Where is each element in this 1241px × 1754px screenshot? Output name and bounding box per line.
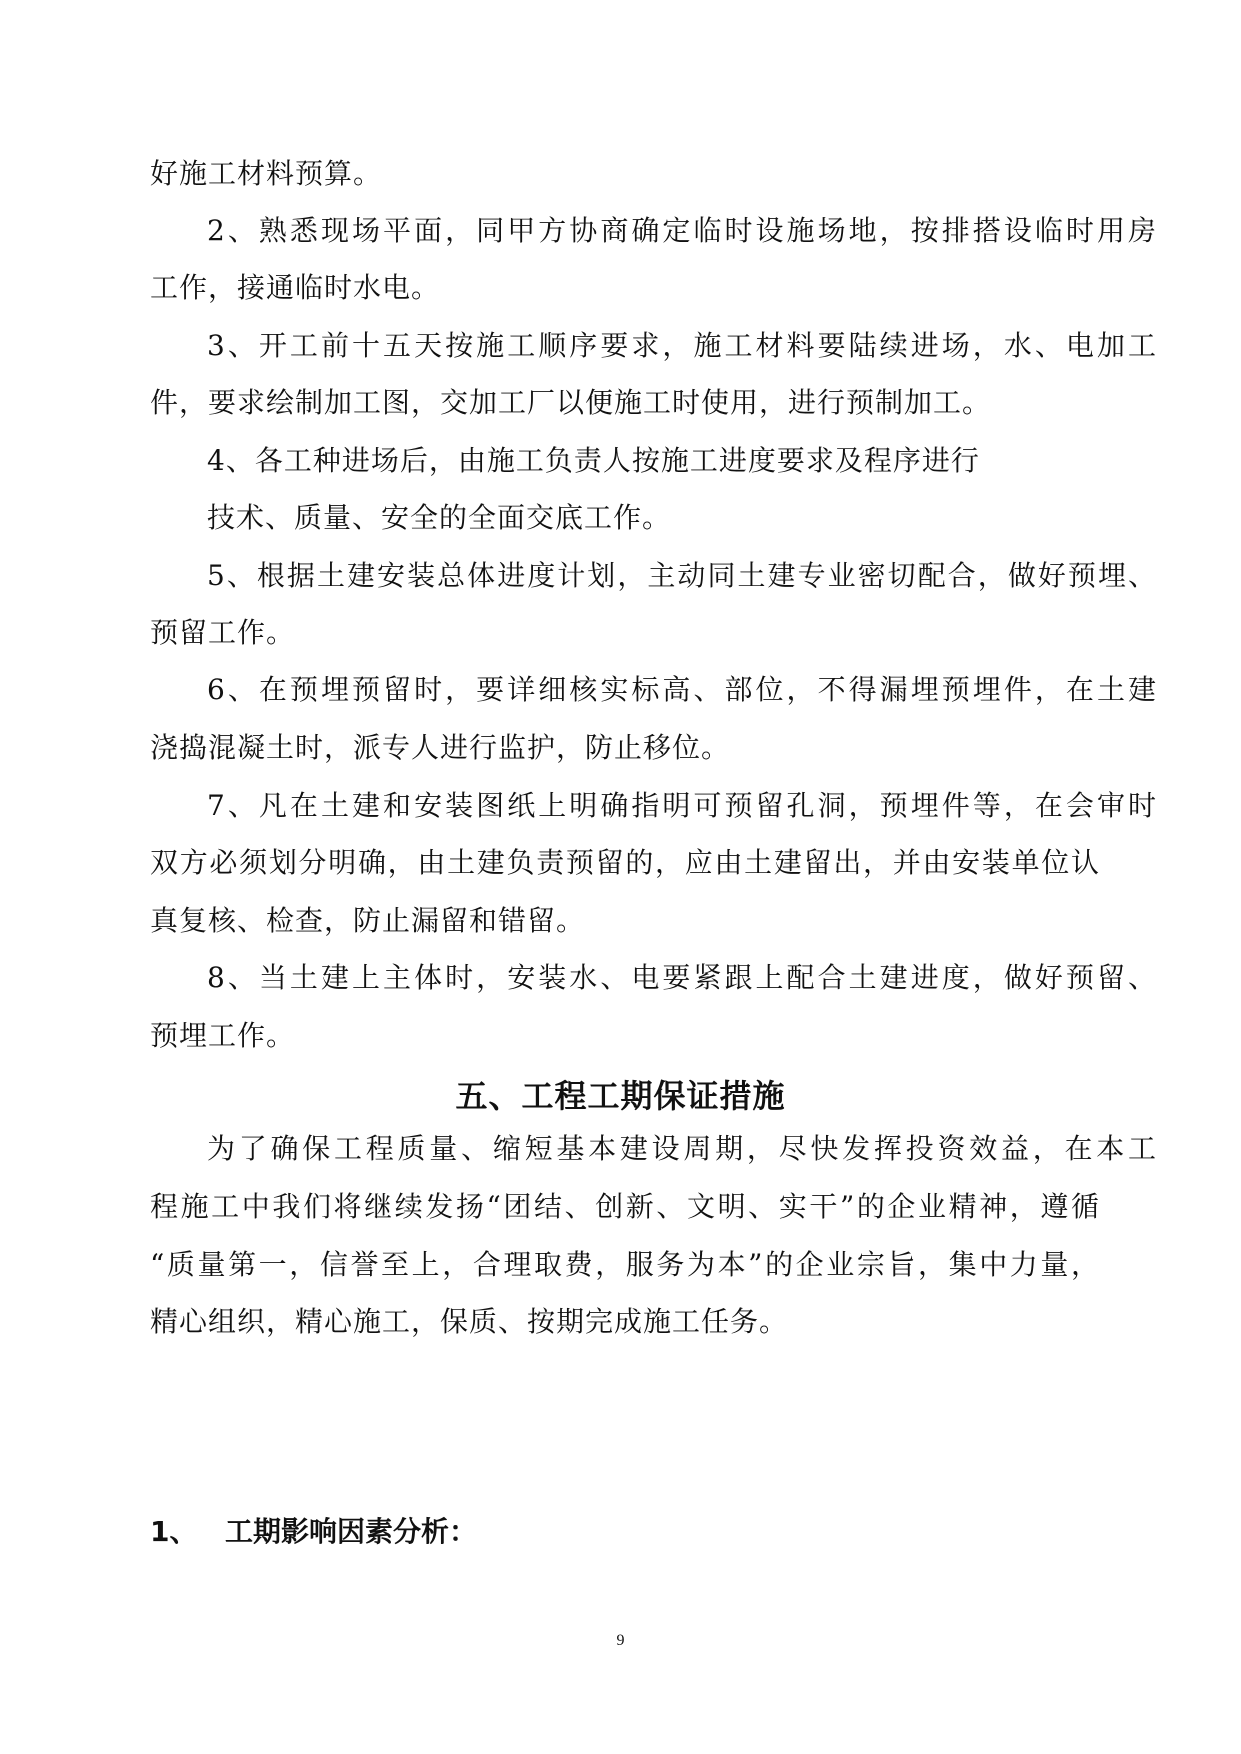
section-heading: 五、工程工期保证措施 — [455, 1077, 786, 1115]
body-line: 好施工材料预算。 — [150, 157, 383, 190]
body-line: 8、当土建上主体时，安装水、电要紧跟上配合土建进度，做好预留、 — [207, 961, 1157, 994]
body-line: “质量第一，信誉至上，合理取费，服务为本”的企业宗旨，集中力量， — [150, 1248, 1100, 1281]
subheading-text: 工期影响因素分析： — [225, 1515, 478, 1548]
body-line: 预埋工作。 — [150, 1019, 296, 1052]
body-line: 2、熟悉现场平面，同甲方协商确定临时设施场地，按排搭设临时用房 — [207, 214, 1157, 247]
body-line: 4、各工种进场后，由施工负责人按施工进度要求及程序进行 — [207, 444, 980, 477]
subheading-number: 1、 — [150, 1515, 198, 1548]
body-line: 预留工作。 — [150, 616, 296, 649]
body-line: 工作，接通临时水电。 — [150, 271, 441, 304]
body-line: 件，要求绘制加工图，交加工厂以便施工时使用，进行预制加工。 — [150, 386, 992, 419]
body-line: 7、凡在土建和安装图纸上明确指明可预留孔洞，预埋件等，在会审时 — [207, 789, 1157, 822]
body-line: 真复核、检查，防止漏留和错留。 — [150, 904, 586, 937]
subheading — [150, 1514, 477, 1550]
body-line: 3、开工前十五天按施工顺序要求，施工材料要陆续进场，水、电加工 — [207, 329, 1157, 362]
body-line: 程施工中我们将继续发扬“团结、创新、文明、实干”的企业精神，遵循 — [150, 1190, 1100, 1223]
body-line: 6、在预埋预留时，要详细核实标高、部位，不得漏埋预埋件，在土建 — [207, 673, 1157, 706]
body-line: 为了确保工程质量、缩短基本建设周期，尽快发挥投资效益，在本工 — [207, 1132, 1157, 1165]
body-line: 双方必须划分明确，由土建负责预留的，应由土建留出，并由安装单位认 — [150, 846, 1100, 879]
body-line: 技术、质量、安全的全面交底工作。 — [207, 501, 672, 534]
body-line: 精心组织，精心施工，保质、按期完成施工任务。 — [150, 1305, 789, 1338]
body-line: 5、根据土建安装总体进度计划，主动同土建专业密切配合，做好预埋、 — [207, 559, 1157, 592]
page-number: 9 — [616, 1632, 625, 1649]
body-line: 浇捣混凝土时，派专人进行监护，防止移位。 — [150, 731, 731, 764]
